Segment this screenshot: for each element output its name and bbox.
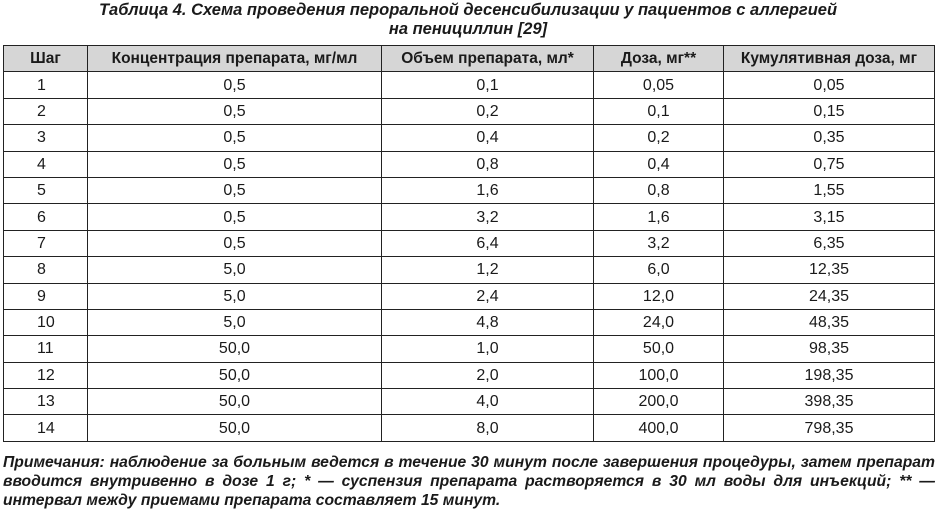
cell-cumulative-dose: 1,55 [724,177,935,203]
cell-concentration: 0,5 [88,151,382,177]
cell-dose: 50,0 [594,336,724,362]
cell-concentration: 50,0 [88,362,382,388]
column-header-step: Шаг [4,46,88,72]
table-row [4,257,935,283]
cell-cumulative-dose: 98,35 [724,336,935,362]
cell-cumulative-dose: 6,35 [724,230,935,256]
table-row [4,204,935,230]
cell-concentration: 5,0 [88,257,382,283]
table-row [4,283,935,309]
cell-cumulative-dose: 3,15 [724,204,935,230]
cell-volume: 1,6 [382,177,594,203]
cell-concentration: 5,0 [88,283,382,309]
cell-volume: 0,1 [382,72,594,98]
cell-volume: 3,2 [382,204,594,230]
cell-cumulative-dose: 0,05 [724,72,935,98]
table-body [4,72,935,441]
cell-concentration: 5,0 [88,309,382,335]
table-row [4,389,935,415]
cell-dose: 24,0 [594,309,724,335]
cell-cumulative-dose: 0,75 [724,151,935,177]
cell-dose: 100,0 [594,362,724,388]
cell-volume: 6,4 [382,230,594,256]
cell-volume: 8,0 [382,415,594,441]
cell-step: 13 [4,389,88,415]
cell-volume: 0,2 [382,98,594,124]
cell-step: 10 [4,309,88,335]
cell-dose: 12,0 [594,283,724,309]
cell-step: 6 [4,204,88,230]
table-row [4,98,935,124]
cell-concentration: 0,5 [88,204,382,230]
column-header-cumulative-dose: Кумулятивная доза, мг [724,46,935,72]
table-header [4,46,935,72]
cell-step: 4 [4,151,88,177]
table-caption [0,1,936,39]
cell-dose: 0,1 [594,98,724,124]
cell-dose: 0,05 [594,72,724,98]
caption-line-2: на пенициллин [29] [388,20,548,38]
cell-dose: 1,6 [594,204,724,230]
cell-concentration: 50,0 [88,389,382,415]
cell-step: 5 [4,177,88,203]
column-header-concentration: Концентрация препарата, мг/мл [88,46,382,72]
table-row [4,125,935,151]
cell-dose: 0,8 [594,177,724,203]
cell-concentration: 50,0 [88,336,382,362]
cell-dose: 3,2 [594,230,724,256]
cell-volume: 4,0 [382,389,594,415]
cell-concentration: 0,5 [88,98,382,124]
table-row [4,362,935,388]
table-row [4,309,935,335]
cell-concentration: 0,5 [88,125,382,151]
cell-cumulative-dose: 0,15 [724,98,935,124]
cell-dose: 0,4 [594,151,724,177]
cell-dose: 0,2 [594,125,724,151]
cell-step: 2 [4,98,88,124]
table-row [4,230,935,256]
table-row [4,415,935,441]
caption-line-1: Таблица 4. Схема проведения пероральной десенсибилизации у пациентов с аллергией [98,1,838,19]
table-row [4,336,935,362]
cell-concentration: 0,5 [88,72,382,98]
cell-cumulative-dose: 24,35 [724,283,935,309]
table-row [4,72,935,98]
cell-step: 3 [4,125,88,151]
cell-volume: 0,8 [382,151,594,177]
cell-concentration: 50,0 [88,415,382,441]
cell-step: 9 [4,283,88,309]
cell-volume: 2,4 [382,283,594,309]
cell-step: 11 [4,336,88,362]
cell-volume: 1,2 [382,257,594,283]
desensitization-table [3,45,935,442]
cell-step: 14 [4,415,88,441]
cell-volume: 2,0 [382,362,594,388]
table-row [4,177,935,203]
cell-concentration: 0,5 [88,177,382,203]
cell-volume: 4,8 [382,309,594,335]
cell-dose: 6,0 [594,257,724,283]
cell-step: 1 [4,72,88,98]
cell-cumulative-dose: 198,35 [724,362,935,388]
cell-cumulative-dose: 798,35 [724,415,935,441]
header-row [4,46,935,72]
cell-cumulative-dose: 0,35 [724,125,935,151]
cell-cumulative-dose: 398,35 [724,389,935,415]
table-row [4,151,935,177]
cell-cumulative-dose: 48,35 [724,309,935,335]
cell-step: 7 [4,230,88,256]
cell-step: 8 [4,257,88,283]
cell-concentration: 0,5 [88,230,382,256]
cell-cumulative-dose: 12,35 [724,257,935,283]
column-header-volume: Объем препарата, мл* [382,46,594,72]
cell-dose: 400,0 [594,415,724,441]
column-header-dose: Доза, мг** [594,46,724,72]
cell-dose: 200,0 [594,389,724,415]
table-notes: Примечания: наблюдение за больным ведется в течение 30 минут после завершения процедуры, затем препарат вводится внутривенно в дозе 1 г; * — суспензия препарата растворяется в 30 мл воды для инъекций; ** — интервал между приемами препарата составляет 15 минут. [3,454,935,509]
cell-step: 12 [4,362,88,388]
cell-volume: 1,0 [382,336,594,362]
cell-volume: 0,4 [382,125,594,151]
